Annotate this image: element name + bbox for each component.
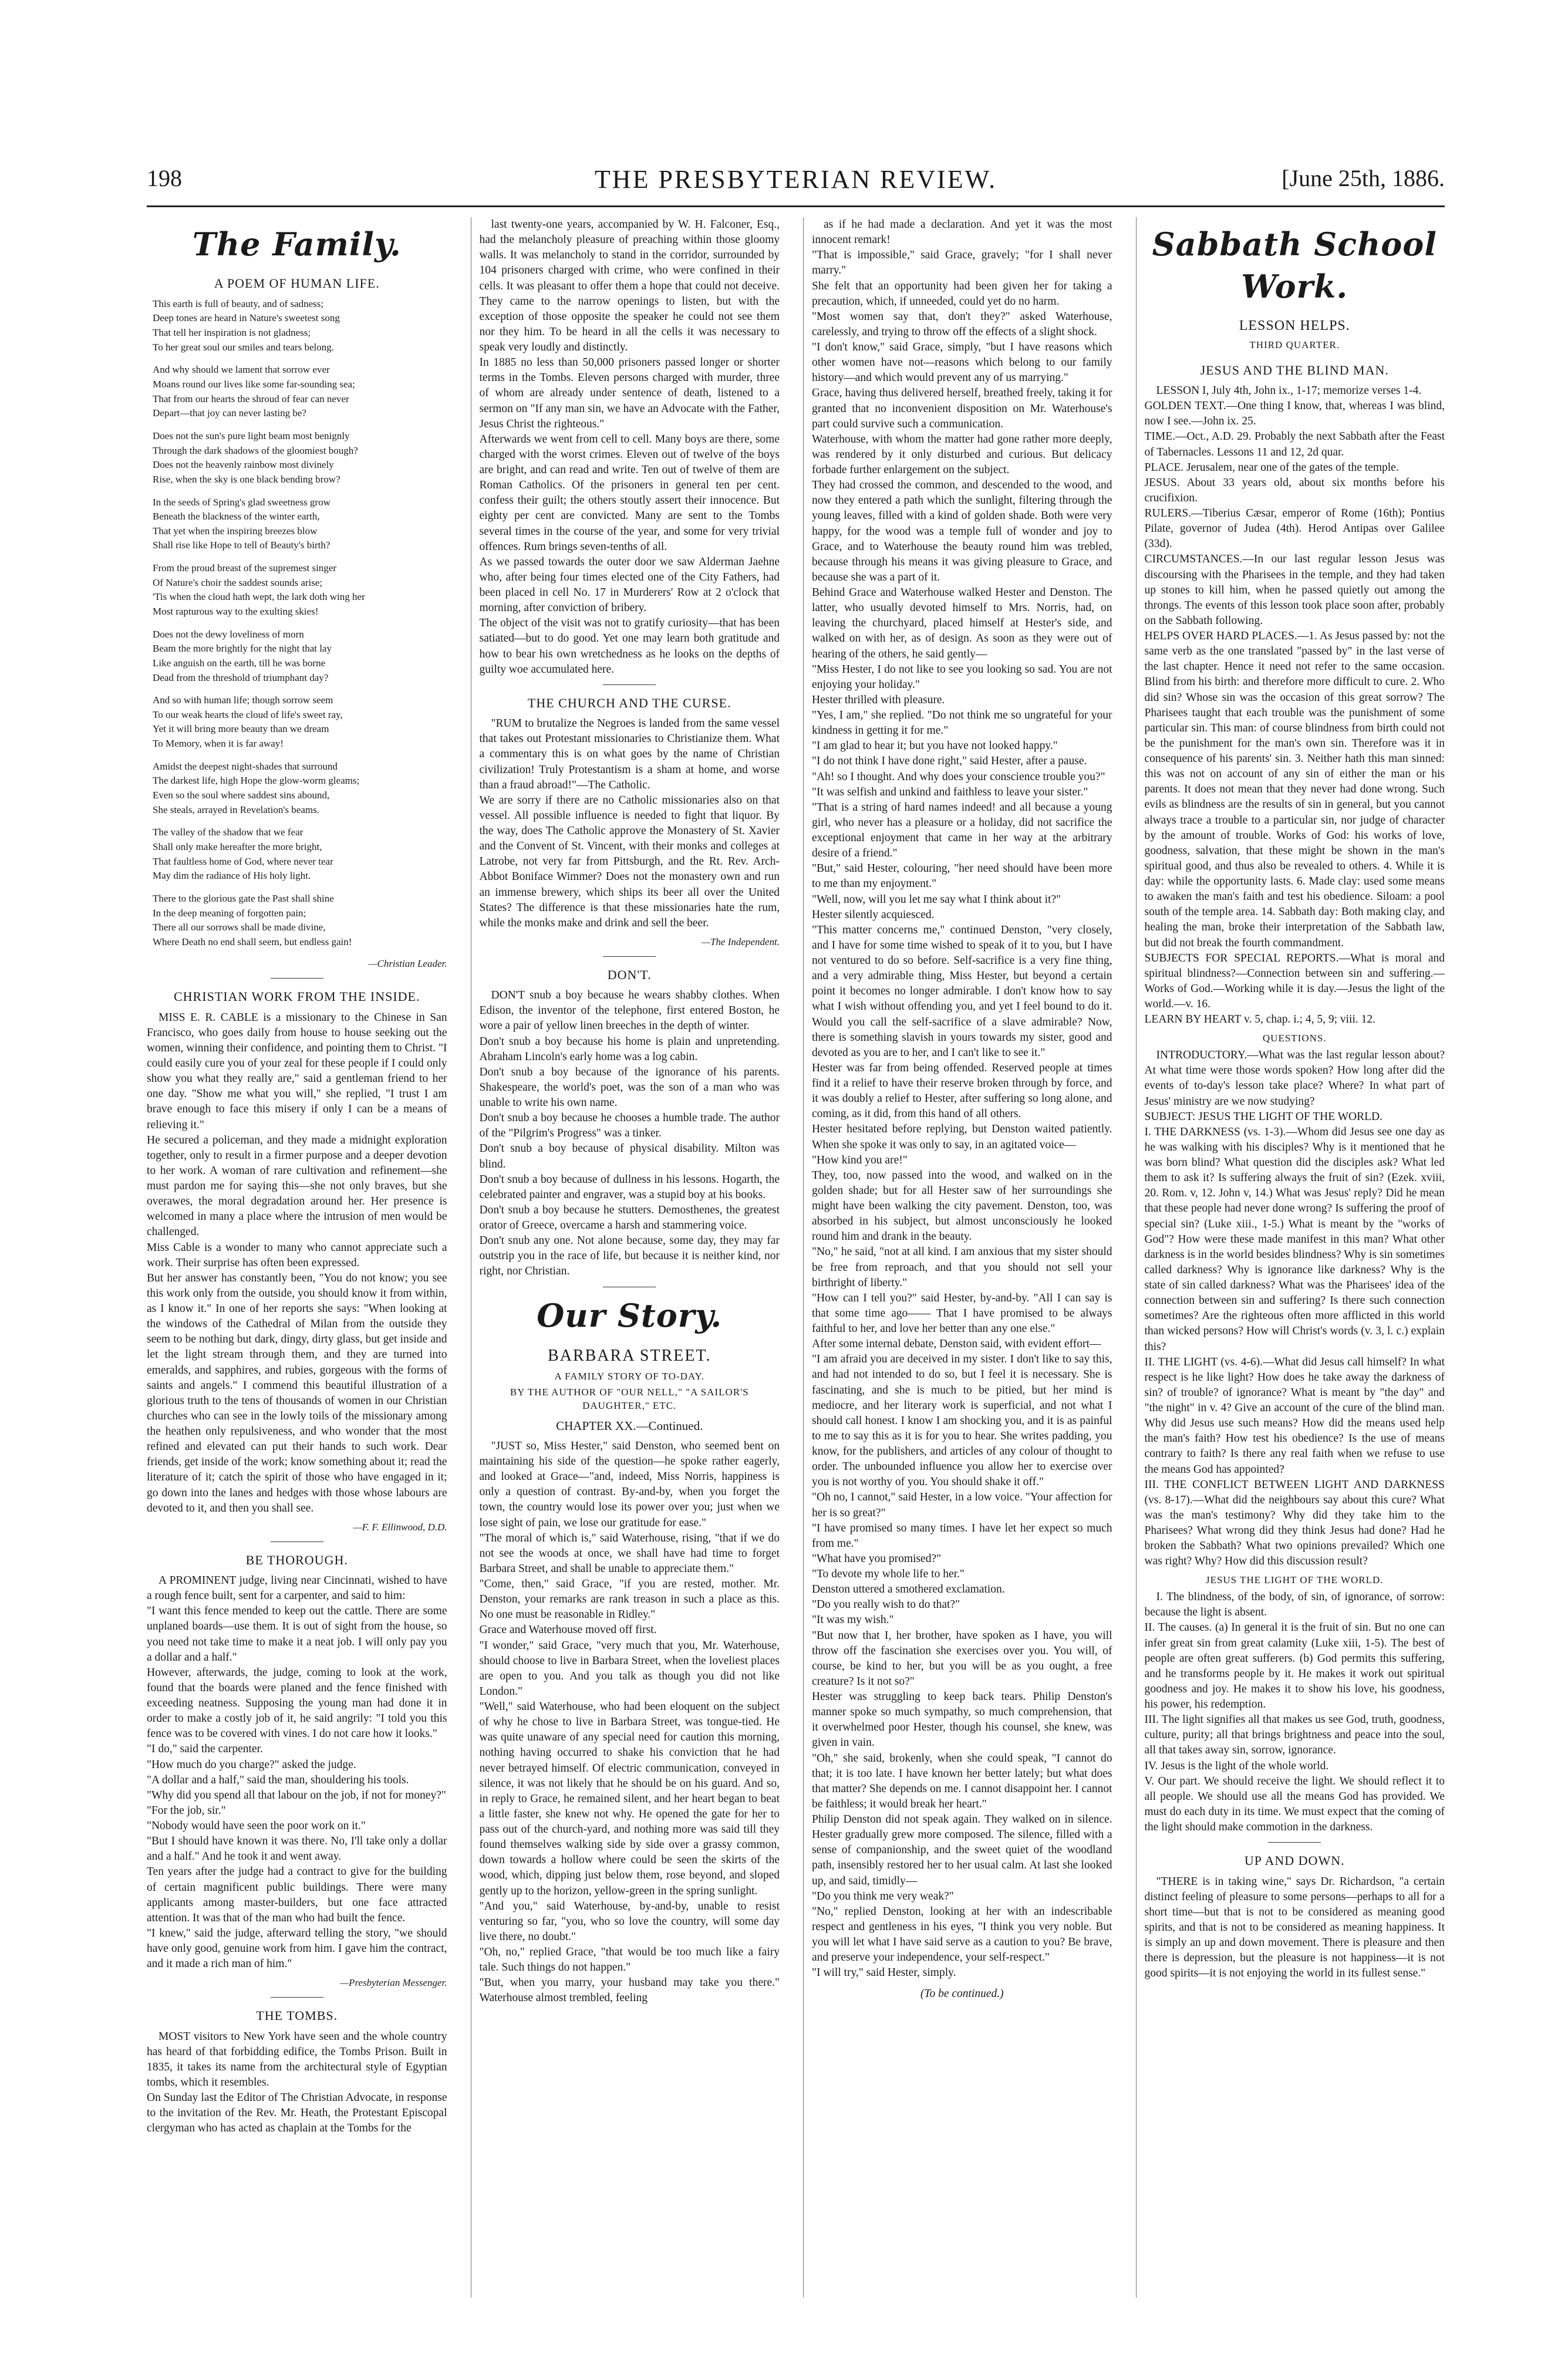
article-title: DON'T. bbox=[607, 967, 652, 982]
lesson-helps-heading: LESSON HELPS. bbox=[1239, 318, 1350, 333]
column-2 bbox=[471, 217, 780, 2298]
poem-stanza: Does not the dewy loveliness of morn Beam the more brightly for the night that lay Like anguish on the earth, till he was borne Dead from the threshold of triumphant day? bbox=[153, 628, 332, 683]
poem-stanza: This earth is full of beauty, and of sadness; Deep tones are heard in Nature's sweetest song That tell her inspiration is not gladness; To her great soul our smiles and tears belong. bbox=[153, 298, 340, 353]
divider bbox=[271, 978, 323, 979]
article-body: DON'T snub a boy because he wears shabby clothes. When Edison, the inventor of the telephone, first entered Boston, he wore a pair of yellow linen breeches in the depth of winter. Don't snub a boy because his home is plain and unpretending. Abraham Lincoln's early home was a log cabin. Don't snub a boy because of the ignorance of his parents. Shakespeare, the world's poet, was the son of a man who was unable to write his own name. Don't snub a boy because he chooses a humble trade. The author of the "Pilgrim's Progress" was a tinker. Don't snub a boy because of physical disability. Milton was blind. Don't snub a boy because of dullness in his lessons. Hogarth, the celebrated painter and engraver, was a stupid boy at his books. Don't snub a boy because he stutters. Demosthenes, the greatest orator of Greece, overcame a harsh and stammering voice. Don't snub any one. Not alone because, some day, they may far outstrip you in the race of life, but because it is neither kind, nor right, nor Christian. bbox=[479, 989, 780, 1278]
lesson-title: JESUS AND THE BLIND MAN. bbox=[1200, 362, 1389, 377]
article-body: MISS E. R. CABLE is a missionary to the Chinese in San Francisco, who goes daily from house to house seeking out the women, winning their confidence, and pointing them to Christ. "I could easily cure you of your zeal for these people if I could only show you what they really are," said a gentleman friend to her one day. "Show me what you will," she replied, "I trust I am brave enough to face this misery if only I can be a means of relieving it." He secured a policeman, and they made a midnight exploration together, only to result in a firmer purpose and a deeper devotion to her work. A woman of rare cultivation and refinement—she must pardon me for saying this—she not only braves, but she overawes, the moral degradation around her. Her presence is welcomed in many a place where the intrusion of men would be challenged. Miss Cable is a wonder to many who cannot appreciate such a work. Their surprise has often been expressed. But her answer has constantly been, "You do not know; you see this work only from the outside, you should know it from within, as I know it." In one of her reports she says: "When looking at the windows of the Cathedral of Milan from the outside they seem to be nothing but dark, dingy, dirty glass, but get inside and let the light stream through them, and they are turned into emeralds, and sapphires, and rubies, gorgeous with the forms of saints and angels." I commend this beautiful illustration of a glorious truth to the tens of thousands of women in our Christian churches who can see in the lowly toils of the missionary among the heathen only repulsiveness, and who wonder that the most refined and elevated can put their hands to such work. Dear friends, get inside of the work; know something about it; read the literature of it; catch the spirit of those who have engaged in it; go down into the lanes and hedges with those whose labours are devoted to it, and then you shall see. bbox=[147, 1011, 447, 1514]
article-body: "RUM to brutalize the Negroes is landed from the same vessel that takes out Protestant missionaries to Christianize them. What a commentary this is on what goes by the name of Christian civilization! Truly Protestantism is a sham at home, and worse than a fraud abroad!"—The Catholic. We are sorry if there are no Catholic missionaries also on that vessel. All possible influence is needed to fight that liquor. By the way, does The Catholic approve the Monastery of St. Xavier and the Convent of St. Vincent, with their monks and colleges at Latrobe, not very far from Pittsburgh, and the Rt. Rev. Arch-Abbot Boniface Wimmer? Does not the monastery own and run an immense brewery, which ships its beer all over the United States? The difference is that these missionaries hate the rum, while the monks make and drink and sell the beer. bbox=[479, 717, 780, 929]
poem-stanza: In the seeds of Spring's glad sweetness grow Beneath the blackness of the winter earth, That yet when the inspiring breezes blow Shall rise like Hope to tell of Beauty's birth? bbox=[153, 496, 331, 551]
divider bbox=[603, 956, 656, 957]
poem-attribution: —Christian Leader. bbox=[368, 958, 447, 970]
questions-heading: QUESTIONS. bbox=[1262, 1033, 1327, 1044]
section-title-our-story: Our Story. bbox=[537, 1296, 723, 1334]
divider bbox=[271, 1541, 323, 1542]
poem-stanza: Does not the sun's pure light beam most benignly Through the dark shadows of the gloomiest bough? Does not the heavenly rainbow most divinely Rise, when the sky is one black bending brow? bbox=[153, 430, 358, 485]
poem-stanza: Amidst the deepest night-shades that surround The darkest life, high Hope the glow-worm gleams; Even so the soul where saddest sins abound, She steals, arrayed in Revelation's beams. bbox=[153, 760, 360, 815]
columns bbox=[147, 217, 1445, 2298]
light-heading: JESUS THE LIGHT OF THE WORLD. bbox=[1205, 1574, 1384, 1586]
story-subtitle: A FAMILY STORY OF TO-DAY. bbox=[554, 1371, 705, 1382]
to-be-continued: (To be continued.) bbox=[920, 1988, 1004, 2001]
divider bbox=[603, 684, 656, 685]
column-3 bbox=[803, 217, 1112, 2298]
divider bbox=[271, 1997, 323, 1998]
poem-stanza: And so with human life; though sorrow seem To our weak hearts the cloud of life's sweet ray, Yet it will bring more beauty than we dream To Memory, when it is far away! bbox=[153, 694, 343, 750]
issue-date: [June 25th, 1886. bbox=[1282, 165, 1445, 191]
poem-stanza: The valley of the shadow that we fear Shall only make hereafter the more bright, That faultless home of God, where never tear May dim the radiance of His holy light. bbox=[153, 827, 333, 882]
poem-stanza: There to the glorious gate the Past shall shine In the deep meaning of forgotten pain; There all our sorrows shall be made divine, Where Death no end shall seem, but endless gain! bbox=[153, 892, 352, 947]
quarter-label: THIRD QUARTER. bbox=[1249, 339, 1340, 350]
article-title: CHRISTIAN WORK FROM THE INSIDE. bbox=[174, 989, 420, 1004]
divider bbox=[1268, 1842, 1321, 1843]
questions-body: INTRODUCTORY.—What was the last regular lesson about? At what time were those words spoken? How long after did the events of to-day's lesson take place? Where? In what part of Jesus' ministry are we now studying? SUBJECT: JESUS THE LIGHT OF THE WORLD. I. THE DARKNESS (vs. 1-3).—Whom did Jesus see one day as he was walking with his disciples? Why is it mentioned that he was born blind? What question did the disciples ask? What led them to ask it? Is suffering always the fruit of sin? (Ezek. xviii, 20. Rom. v, 12. John v, 14.) What was Jesus' reply? Did he mean that these people had never done wrong? Is suffering the proof of special sin? (Luke xiii., 1-5.) What is meant by the "works of God"? How were these made manifest in this man? What other darkness is in the world besides blindness? Why is sin sometimes called darkness? Why is ignorance like darkness? Why is the state of sin called darkness? What was the Pharisees' idea of the connection between sin and suffering? Is there such connection sometimes? Are the righteous often more afflicted in this world than wicked persons? How will Christ's words (v. 3, l. c.) explain this? II. THE LIGHT (vs. 4-6).—What did Jesus call himself? In what respect is he like light? How does he take away the darkness of sin? of trouble? of ignorance? What is meant by "the day" and "the night" in v. 4? Give an account of the cure of the blind man. Why did Jesus use such means? How did the means used help the man's faith? How test his obedience? Is the use of means contrary to faith? Is there any real faith when we refuse to use the means God has appointed? III. THE CONFLICT BETWEEN LIGHT AND DARKNESS (vs. 8-17).—What did the neighbours say about this cure? What was the man's testimony? Why did they take him to the Pharisees? What wrong did they think Jesus had done? Had he broken the Sabbath? What two opinions prevailed? Which one was right? Why? How did this discussion result? bbox=[1144, 1049, 1445, 1568]
masthead bbox=[147, 164, 1445, 200]
page-number: 198 bbox=[147, 165, 182, 191]
publication-title: THE PRESBYTERIAN REVIEW. bbox=[594, 165, 997, 194]
article-title: BE THOROUGH. bbox=[245, 1552, 348, 1567]
poem-stanza: From the proud breast of the supremest singer Of Nature's choir the saddest sounds arise; 'Tis when the cloud hath wept, the lark doth wing her Most rapturous way to the exulting skies! bbox=[153, 562, 365, 617]
article-body: MOST visitors to New York have seen and the whole country has heard of that forbidding edifice, the Tombs Prison. Built in 1835, it takes its name from the architectural style of Egyptian tombs, which it resembles. On Sunday last the Editor of The Christian Advocate, in response to the invitation of the Rev. Mr. Heath, the Protestant Episcopal clergyman who has acted as chaplain at the Tombs for the bbox=[147, 2030, 447, 2135]
article-attribution: —F. F. Ellinwood, D.D. bbox=[353, 1521, 447, 1533]
section-title-sabbath-school: Sabbath School Work. bbox=[1152, 225, 1437, 306]
column-4 bbox=[1136, 217, 1445, 2298]
story-byline: BY THE AUTHOR OF "OUR NELL," "A SAILOR'S DAUGHTER," ETC. bbox=[510, 1387, 749, 1411]
section-title-family: The Family. bbox=[192, 225, 402, 263]
story-body-continued: as if he had made a declaration. And yet it was the most innocent remark! "That is impossible," said Grace, gravely; "for I shall never marry." She felt that an opportunity had been given her for taking a precaution, which, if unneeded, could yet do no harm. "Most women say that, don't they?" asked Waterhouse, carelessly, and trying to throw off the effects of a slight shock. "I don't know," said Grace, simply, "but I have reasons which other women have not—reasons which belong to our family history—and which would prevent any of us marrying." Grace, having thus delivered herself, breathed freely, taking it for granted that no inconvenient disposition on Mr. Waterhouse's part could survive such a communication. Waterhouse, with whom the matter had gone rather more deeply, was rendered by it only disturbed and curious. But delicacy forbade further enlargement on the subject. They had crossed the common, and descended to the wood, and now they entered a path which the sunlight, filtering through the young leaves, filled with a kind of golden shade. Both were very happy, for the wood was a temple full of wonder and joy to Grace, and to Waterhouse the beauty round him was trebled, because through his means it was giving pleasure to Grace, and because she was a part of it. Behind Grace and Waterhouse walked Hester and Denston. The latter, who usually devoted himself to Mrs. Norris, had, on leaving the churchyard, placed himself at Hester's side, and walked on with her, as of design. As soon as they were out of hearing of the others, he said gently— "Miss Hester, I do not like to see you looking so sad. You are not enjoying your holiday." Hester thrilled with pleasure. "Yes, I am," she replied. "Do not think me so ungrateful for your kindness in getting it for me." "I am glad to hear it; but you have not looked happy." "I do not think I have done right," said Hester, after a pause. "Ah! so I thought. And why does your conscience trouble you?" "It was selfish and unkind and faithless to leave your sister." "That is a string of hard names indeed! and all because a young girl, who never has a pleasure or a holiday, did not sacrifice the exceptional enjoyment that came in her way at the arbitrary desire of a friend." "But," said Hester, colouring, "her need should have been more to me than my enjoyment." "Well, now, will you let me say what I think about it?" Hester silently acquiesced. "This matter concerns me," continued Denston, "very closely, and I have for some time wished to speak of it to you, but I have not ventured to do so before. Self-sacrifice is a very fine thing, and a very admirable thing, Miss Hester, but beyond a certain point it becomes no longer admirable. I don't know how to say what I wish without offending you, and yet I feel bound to do it. Would you call the self-sacrifice of a slave admirable? Now, there is something slavish in yours towards my sister, good and devoted as you are to her, and I can't like to see it." Hester was far from being offended. Reserved people at times find it a relief to have their reserve broken through by force, and it was doubly a relief to Hester, after suffering so long alone, and coming, as it did, from this hand of all others. Hester hesitated before replying, but Denston waited patiently. When she spoke it was only to say, in an agitated voice— "How kind you are!" They, too, now passed into the wood, and walked on in the golden shade; but for all Hester saw of her surroundings she might have been walking the city pavement. Denston, too, was absorbed in his subject, but almost unconsciously he looked round him and drank in the beauty. "No," he said, "not at all kind. I am anxious that my sister should be free from reproach, and that you should not sell your birthright of liberty." "How can I tell you?" said Hester, by-and-by. "All I can say is that some time ago—— That I have promised to be always faithful to her, and love her better than any one else." After some internal debate, Denston said, with evident effort— "I am afraid you are deceived in my sister. I don't like to say this, and had not intended to do so, but I feel it is necessary. She is fascinating, and she is much to be pitied, but her mind is mediocre, and her literary work is superficial, and not what I should call honest. I know I am shocking you, and it is as painful to me to say this as it is for you to hear. She writes padding, you know, for the publishers, and articles of any colour of thought to order. The unbounded influence you allow her to exercise over you is not worthy of you. You should shake it off." "Oh no, I cannot," said Hester, in a low voice. "Your affection for her is so great?" "I have promised so many times. I have let her expect so much from me." "What have you promised?" "To devote my whole life to her." Denston uttered a smothered exclamation. "Do you really wish to do that?" "It was my wish." "But now that I, her brother, have spoken as I have, you will throw off the fascination she exercises over you. You will, of course, be kind to her, but you will be as you ought, a free creature? Is it not so?" Hester was struggling to keep back tears. Philip Denston's manner spoke so much sympathy, so much comprehension, that it overwhelmed poor Hester, though his counsel, she knew, was given in vain. "Oh," she said, brokenly, when she could speak, "I cannot do that; it is too late. I have known her better lately; but what does that matter? She depends on me. I cannot disappoint her. I cannot be faithless; it would break her heart." Philip Denston did not speak again. They walked on in silence. Hester gradually grew more composed. The silence, filled with a sense of companionship, and the sweet quiet of the woodland path, insensibly restored her to her usual calm. At last she looked up, and said, timidly— "Do you think me very weak?" "No," replied Denston, looking at her with an indescribable respect and gentleness in his eyes, "I think you very noble. But you will let what I have said serve as a caution to you? Be brave, and preserve your independence, your self-respect." "I will try," said Hester, simply. bbox=[812, 218, 1112, 1979]
article-title: THE CHURCH AND THE CURSE. bbox=[527, 695, 731, 710]
poem bbox=[147, 297, 447, 950]
article-attribution: —The Independent. bbox=[701, 936, 780, 947]
article-body: "THERE is in taking wine," says Dr. Richardson, "a certain distinct feeling of pleasure to some persons—perhaps to all for a short time—but that is not to be considered as meaning good spirits, and that is not to be considered as meaning happiness. It is simply an up and down movement. There is pleasure and then there is depression, but the pleasure is not happiness—it is not good spirits—it is not enjoying the world in its fullest sense." bbox=[1144, 1875, 1445, 1980]
article-title: THE TOMBS. bbox=[256, 2008, 338, 2023]
story-title: BARBARA STREET. bbox=[548, 1346, 711, 1365]
light-body: I. The blindness, of the body, of sin, of ignorance, of sorrow: because the light is absent. II. The causes. (a) In general it is the fruit of sin. But no one can infer great sin from great calamity (Luke xiii, 1-5). The best of people are often great sufferers. (b) God permits this suffering, and he transforms people by it. He makes it work out spiritual goodness and joy. He makes it to show his love, his goodness, his power, his redemption. III. The light signifies all that makes us see God, truth, goodness, culture, purity; all that brings brightness and peace into the soul, all that takes away sin, sorrow, ignorance. IV. Jesus is the light of the whole world. V. Our part. We should receive the light. We should reflect it to all people. We should use all the means God has provided. We must do each duty in its time. We must expect that the coming of the light should make commotion in the darkness. bbox=[1144, 1591, 1445, 1834]
chapter-heading: CHAPTER XX.—Continued. bbox=[556, 1418, 703, 1433]
article-body-continued: last twenty-one years, accompanied by W. H. Falconer, Esq., had the melancholy pleasure of preaching within those gloomy walls. It was melancholy to stand in the corridor, surrounded by 104 prisoners charged with crime, who were confined in their cells. It was pleasant to offer them a hope that could not deceive. They came to the narrow openings to listen, but with the exception of those opposite the speaker he could not see them nor they him. To be heard in all the cells it was necessary to speak very loudly and distinctly. In 1885 no less than 50,000 prisoners passed longer or shorter terms in the Tombs. Eleven persons charged with murder, three of whom are already under sentence of death, listened to a sermon on "If any man sin, we have an Advocate with the Father, Jesus Christ the righteous." Afterwards we went from cell to cell. Many boys are there, some charged with the worst crimes. Eleven out of twelve of the boys are bright, and can read and write. Ten out of twelve of them are Roman Catholics. Of the prisoners in general ten per cent. confess their guilt; the others stoutly assert their innocence. But eighty per cent are convicted. Many are sent to the Tombs several times in the course of the year, and some for very trivial offences. Rum brings seven-tenths of all. As we passed towards the outer door we saw Alderman Jaehne who, after being four times elected one of the City Fathers, had been placed in cell No. 17 in Murderers' Row at 2 o'clock that morning, after conviction of bribery. The object of the visit was not to gratify curiosity—that has been satiated—but to do good. Yet one may learn both gratitude and how to bear his own wretchedness as he looks on the depths of guilty woe accumulated here. bbox=[479, 218, 780, 676]
poem-stanza: And why should we lament that sorrow ever Moans round our lives like some far-sounding sea; That from our hearts the shroud of fear can never Depart—that joy can never lasting be? bbox=[153, 364, 355, 419]
column-1 bbox=[147, 217, 447, 2298]
lesson-body: LESSON I, July 4th, John ix., 1-17; memorize verses 1-4. GOLDEN TEXT.—One thing I know, that, whereas I was blind, now I see.—John ix. 25. TIME.—Oct., A.D. 29. Probably the next Sabbath after the Feast of Tabernacles. Lessons 11 and 12, 2d quar. PLACE. Jerusalem, near one of the gates of the temple. JESUS. About 33 years old, about six months before his crucifixion. RULERS.—Tiberius Cæsar, emperor of Rome (16th); Pontius Pilate, governor of Judea (4th). Herod Antipas over Galilee (33d). CIRCUMSTANCES.—In our last regular lesson Jesus was discoursing with the Pharisees in the temple, and they had taken up stones to kill him, when he passed quietly out among the throngs. The events of this lesson took place soon after, probably on the Sabbath following. HELPS OVER HARD PLACES.—1. As Jesus passed by: not the same verb as the one translated "passed by" in the last verse of the last chapter. Hence it need not refer to the same occasion. Blind from his birth: and therefore more difficult to cure. 2. Who did sin? Whose sin was the occasion of this great sorrow? The Pharisees taught that each trouble was the punishment of some particular sin. This man: of course blindness from birth could not be the punishment for the man's own sin. Therefore was it in consequence of his parents' sin. 3. Neither hath this man sinned: this was not on account of any sin of either the man or his parents. It does not mean that they never had done wrong. Such evils as blindness are the results of sin in general, but you cannot always trace a trouble to a particular sin, nor judge of character by the amount of trouble. Works of God: his works of love, goodness, salvation, that these might be shown in the man's spiritual good, and thus also be revealed to others. 4. While it is day: while the opportunity lasts. 6. Made clay: used some means to awaken the man's faith and test his obedience. Siloam: a pool south of the temple area. 14. Sabbath day: Both making clay, and healing the man, broke their interpretation of the Sabbath law, but did not break the fourth commandment. SUBJECTS FOR SPECIAL REPORTS.—What is moral and spiritual blindness?—Connection between sin and suffering.—Works of God.—Working while it is day.—Jesus the light of the world.—v. 16. LEARN BY HEART v. 5, chap. i.; 4, 5, 9; viii. 12. bbox=[1144, 384, 1445, 1026]
masthead-rule bbox=[147, 205, 1445, 207]
poem-title: A POEM OF HUMAN LIFE. bbox=[214, 276, 380, 291]
article-attribution: —Presbyterian Messenger. bbox=[339, 1977, 447, 1989]
article-body: A PROMINENT judge, living near Cincinnati, wished to have a rough fence built, sent for a carpenter, and said to him: "I want this fence mended to keep out the cattle. There are some unplaned boards—use them. It is out of sight from the house, so you need not take time to make it a neat job. I will only pay you a dollar and a half." However, afterwards, the judge, coming to look at the work, found that the boards were planed and the fence finished with exceeding neatness. Supposing the young man had done it in order to make a costly job of it, he said angrily: "I told you this fence was to be covered with vines. I do not care how it looks." "I do," said the carpenter. "How much do you charge?" asked the judge. "A dollar and a half," said the man, shouldering his tools. "Why did you spend all that labour on the job, if not for money?" "For the job, sir." "Nobody would have seen the poor work on it." "But I should have known it was there. No, I'll take only a dollar and a half." And he took it and went away. Ten years after the judge had a contract to give for the building of certain magnificent public buildings. There were many applicants among master-builders, but one face attracted attention. It was that of the man who had built the fence. "I knew," said the judge, afterward telling the story, "we should have only good, genuine work from him. I gave him the contract, and it made a rich man of him." bbox=[147, 1574, 447, 1971]
story-body: "JUST so, Miss Hester," said Denston, who seemed bent on maintaining his side of the question—he spoke rather eagerly, and looked at Grace—"and, indeed, Miss Norris, happiness is only a question of contrast. By-and-by, when you forget the town, the country would lose its power over you; just when we lose sight of pain, we lose our gratitude for ease." "The moral of which is," said Waterhouse, rising, "that if we do not see the woods at once, we shall have had time to forget Barbara Street, and shall be unable to appreciate them." "Come, then," said Grace, "if you are rested, mother. Mr. Denston, your remarks are rank treason in such a place as this. No one must be reasonable in Ridley." Grace and Waterhouse moved off first. "I wonder," said Grace, "very much that you, Mr. Waterhouse, should choose to live in Barbara Street, when the loveliest places are open to you. And you talk as though you did not like London." "Well," said Waterhouse, who had been eloquent on the subject of why he chose to live in Barbara Street, was tongue-tied. He was quite unaware of any special need for caution this morning, nothing having occurred to shake his conviction that he had never betrayed himself. Of electric communication, conveyed in silence, it was not likely that he should be on his guard. And so, in reply to Grace, he remained silent, and her heart began to beat a little faster, she knew not why. He opened the gate for her to pass out of the church-yard, and nothing more was said till they found themselves walking side by side over a grassy common, down towards a hollow where could be seen the skirts of the wood, which, dipping just below them, rose beyond, and sloped gently up to the horizon, yellow-green in the spring sunlight. "And you," said Waterhouse, by-and-by, unable to resist venturing so far, "you, who so love the country, will some day live there, no doubt." "Oh, no," replied Grace, "that would be too much like a fairy tale. Such things do not happen." "But, when you marry, your husband may take you there." Waterhouse almost trembled, feeling bbox=[479, 1439, 780, 2005]
article-title: UP AND DOWN. bbox=[1244, 1853, 1345, 1868]
